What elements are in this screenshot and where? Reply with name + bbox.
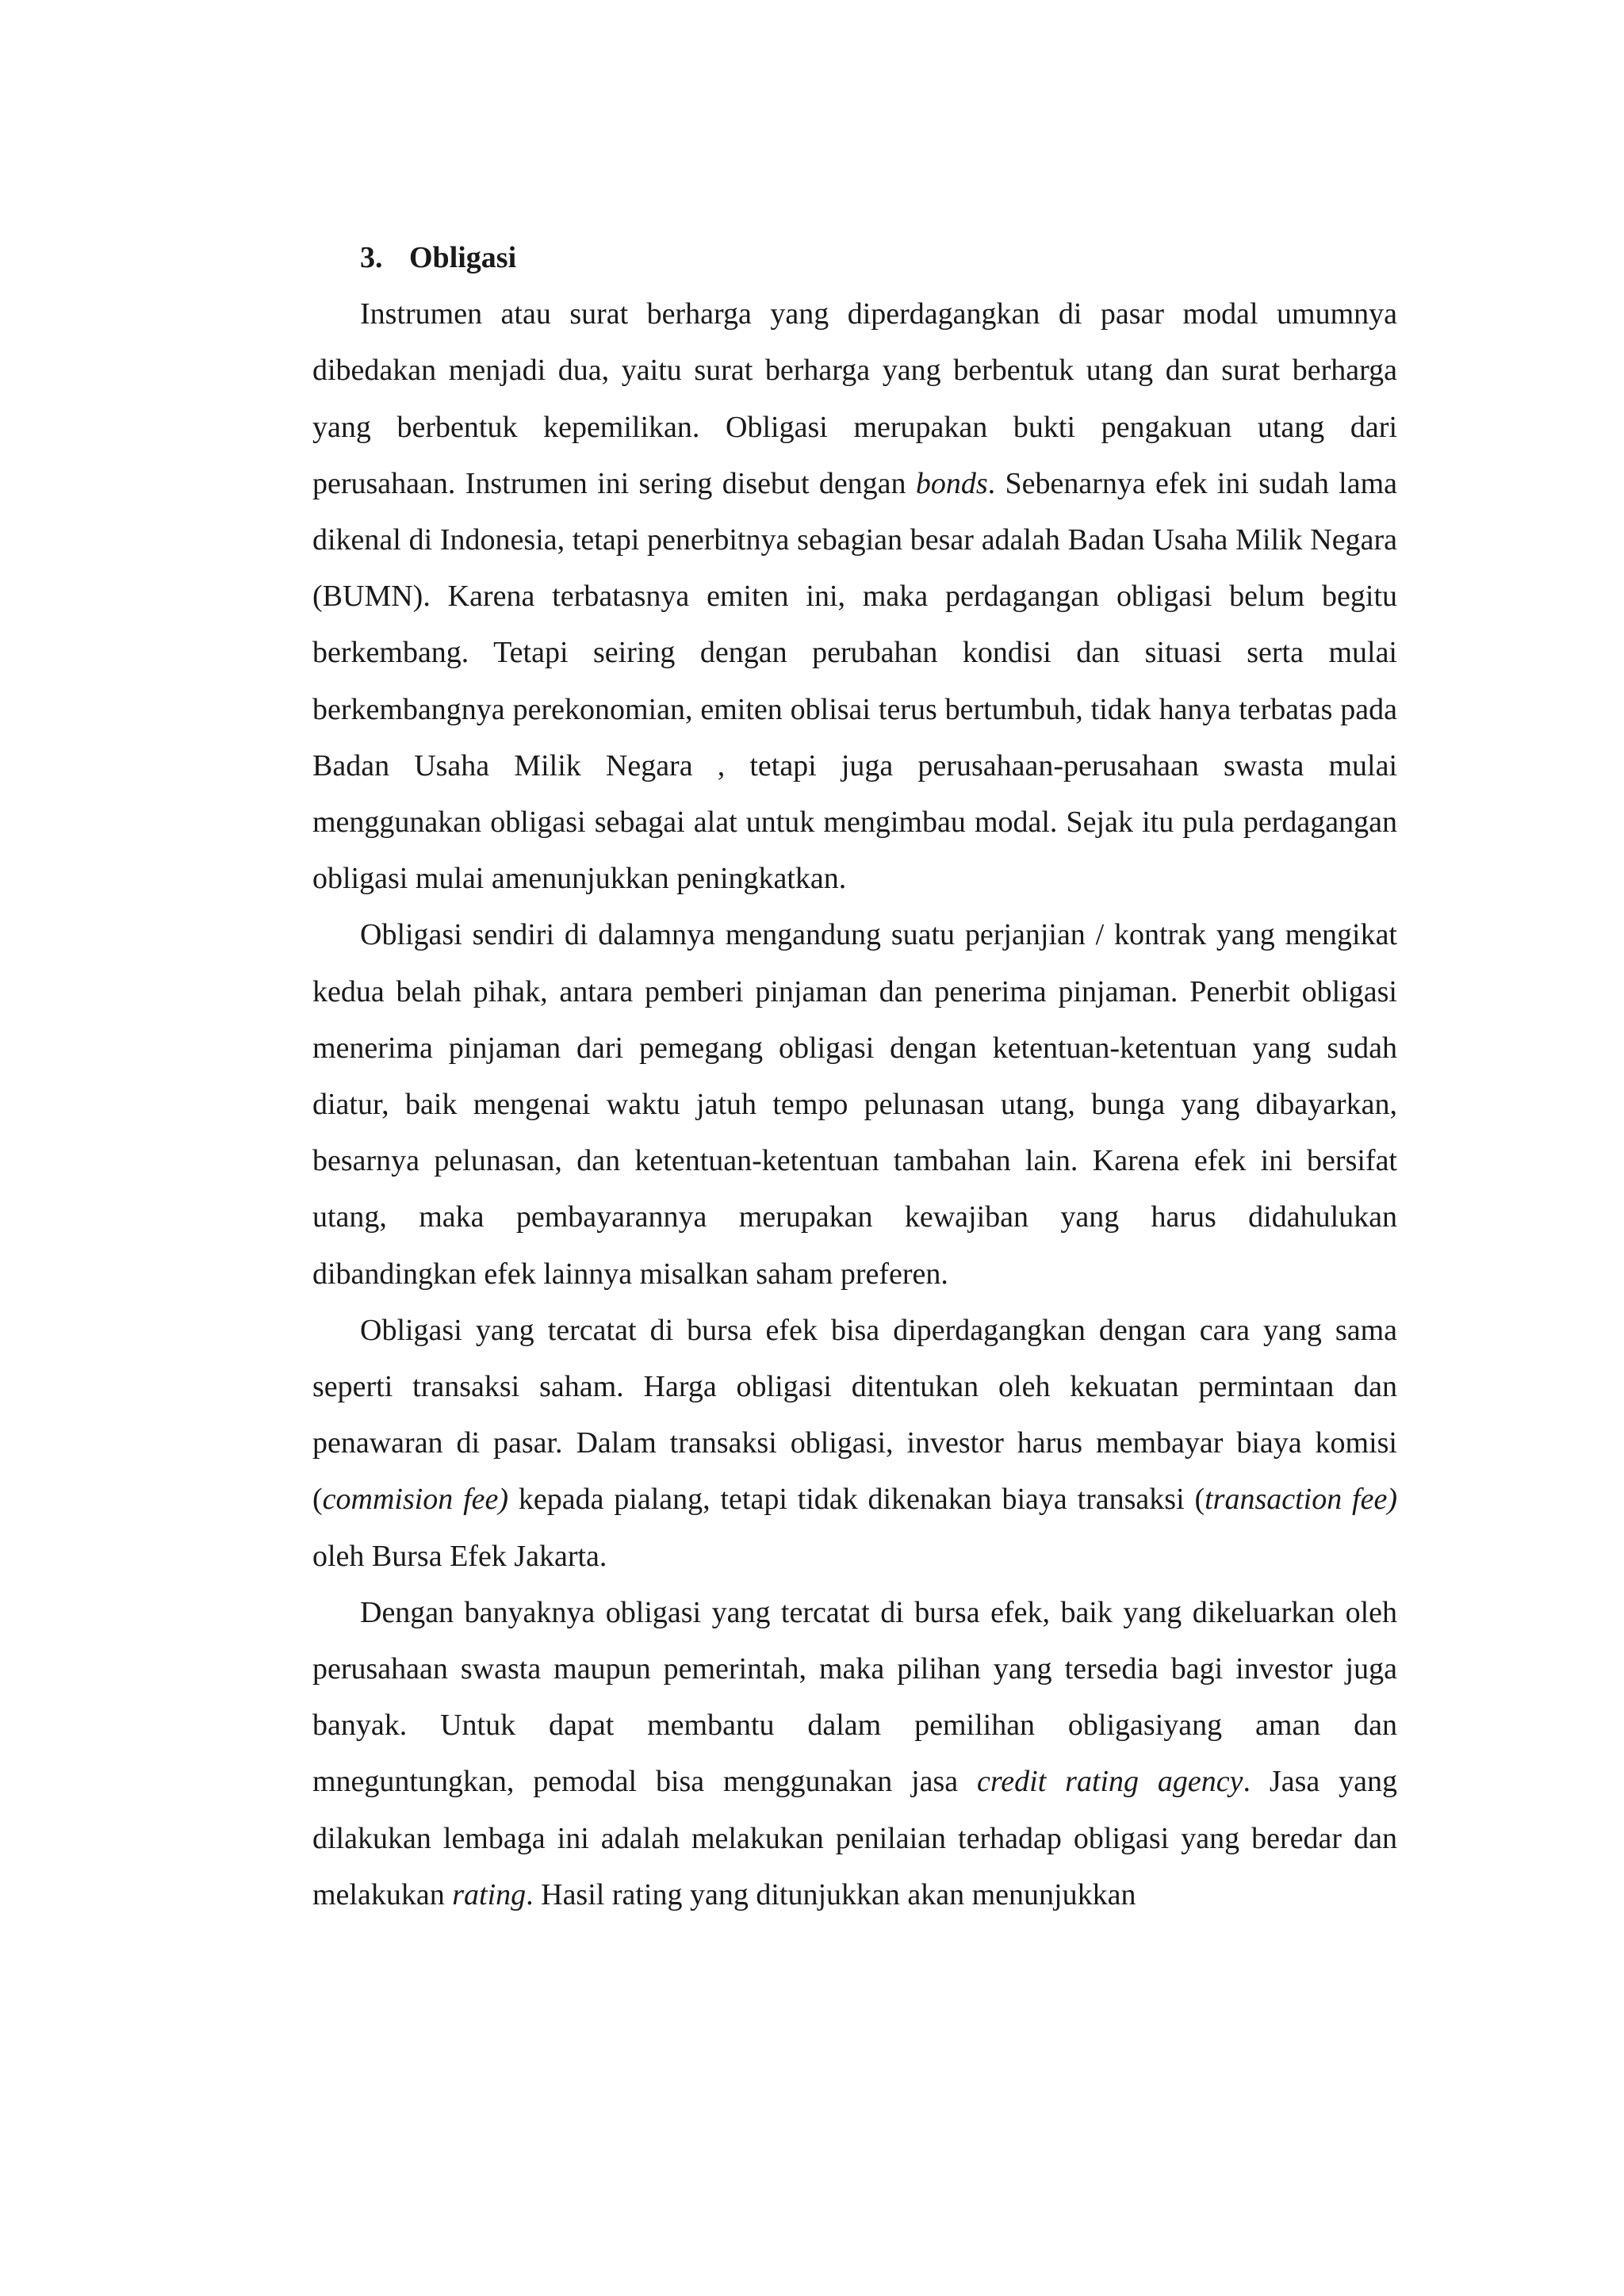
body-text: [312, 286, 1397, 1923]
italic-term: credit rating agency: [977, 1765, 1243, 1799]
text-run: . Hasil rating yang ditunjukkan akan menunjukkan: [526, 1877, 1136, 1911]
paragraph-1: [312, 286, 1397, 907]
section-title: Obligasi: [409, 241, 517, 274]
paragraph-3: [312, 1303, 1397, 1585]
text-run: Instrumen atau surat berharga yang diperdagangkan di pasar modal umumnya dibedakan menjadi dua, yaitu surat berharga yang berbentuk utang dan surat berharga yang berbentuk kepemilikan. Obligasi merupakan bukti pengakuan utang dari perusahaan. Instrumen ini sering disebut dengan: [312, 297, 1397, 500]
text-run: oleh Bursa Efek Jakarta.: [312, 1539, 607, 1573]
text-run: kepada pialang, tetapi tidak dikenakan biaya transaksi (: [508, 1483, 1205, 1517]
paragraph-2: [312, 907, 1397, 1302]
italic-term: bonds: [915, 466, 988, 500]
italic-term: commision fee): [322, 1483, 509, 1517]
text-run: . Sebenarnya efek ini sudah lama dikenal di Indonesia, tetapi penerbitnya sebagian besar adalah Badan Usaha Milik Negara (BUMN). Karena terbatasnya emiten ini, maka perdagangan obligasi belum begitu berkembang. Tetapi seiring dengan perubahan kondisi dan situasi serta mulai berkembangnya perekonomian, emiten oblisai terus bertumbuh, tidak hanya terbatas pada Badan Usaha Milik Negara , tetapi juga perusahaan-perusahaan swasta mulai menggunakan obligasi sebagai alat untuk mengimbau modal. Sejak itu pula perdagangan obligasi mulai amenunjukkan peningkatkan.: [312, 466, 1398, 896]
text-run: . Jasa yang dilakukan lembaga ini adalah melakukan penilaian terhadap obligasi yang beredar dan melakukan: [312, 1765, 1397, 1911]
paragraph-4: [312, 1585, 1397, 1923]
page-content: [312, 230, 1397, 1923]
section-number: 3.: [360, 241, 383, 274]
text-run: Obligasi sendiri di dalamnya mengandung suatu perjanjian / kontrak yang mengikat kedua belah pihak, antara pemberi pinjaman dan penerima pinjaman. Penerbit obligasi menerima pinjaman dari pemegang obligasi dengan ketentuan-ketentuan yang sudah diatur, baik mengenai waktu jatuh tempo pelunasan utang, bunga yang dibayarkan, besarnya pelunasan, dan ketentuan-ketentuan tambahan lain. Karena efek ini bersifat utang, maka pembayarannya merupakan kewajiban yang harus didahulukan dibandingkan efek lainnya misalkan saham preferen.: [312, 918, 1397, 1291]
italic-term: transaction fee): [1205, 1483, 1398, 1517]
italic-term: rating: [452, 1877, 527, 1911]
text-run: Obligasi yang tercatat di bursa efek bisa diperdagangkan dengan cara yang sama seperti transaksi saham. Harga obligasi ditentukan oleh kekuatan permintaan dan penawaran di pasar. Dalam transaksi obligasi, investor harus membayar biaya komisi (: [312, 1313, 1397, 1517]
section-heading: [360, 230, 1397, 286]
text-run: Dengan banyaknya obligasi yang tercatat di bursa efek, baik yang dikeluarkan oleh perusahaan swasta maupun pemerintah, maka pilihan yang tersedia bagi investor juga banyak. Untuk dapat membantu dalam pemilihan obligasiyang aman dan mneguntungkan, pemodal bisa menggunakan jasa: [312, 1595, 1397, 1799]
